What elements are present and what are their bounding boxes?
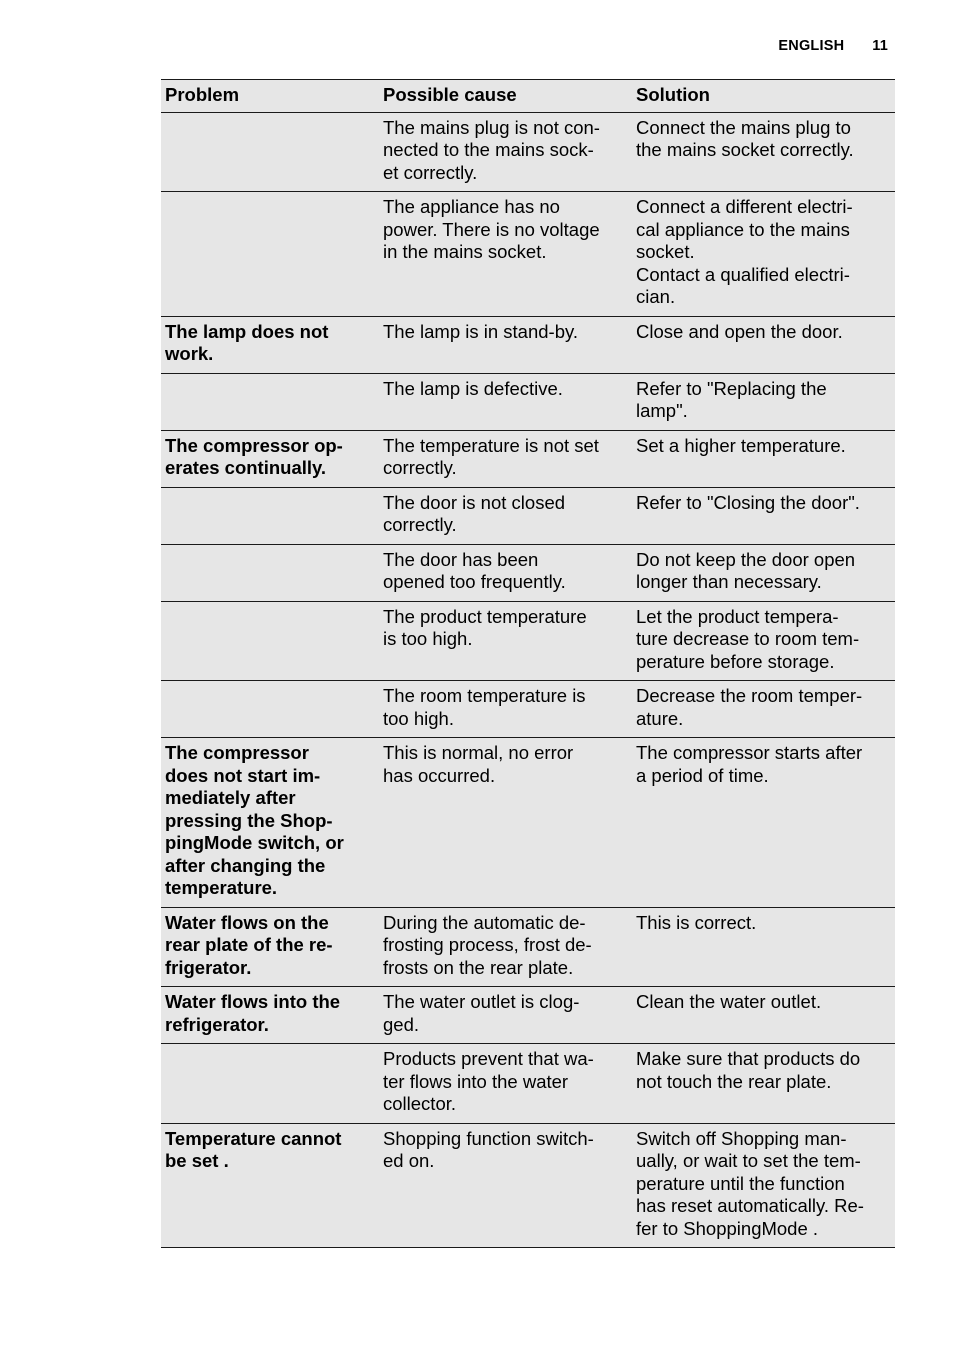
solution-cell: Do not keep the door open longer than necessary. (636, 548, 856, 592)
cause-cell: The room temperature is too high. (383, 685, 586, 729)
solution-cell: Let the product tempera- ture decrease to room tem- perature before storage. (636, 605, 860, 672)
cause-cell: The lamp is defective. (383, 377, 563, 399)
cause-cell: Products prevent that wa- ter flows into the water collector. (383, 1048, 594, 1114)
problem-cell (161, 1044, 379, 1124)
table-row (161, 430, 895, 487)
cause-cell: The lamp is in stand-by. (383, 320, 579, 342)
table-header-row (161, 80, 895, 113)
problem-cell: Temperature cannot be set . (165, 1127, 342, 1171)
table-row (161, 373, 895, 430)
troubleshooting-table (161, 79, 895, 1248)
cause-cell: During the automatic de- frosting process, frost de- frosts on the rear plate. (383, 911, 592, 978)
header-language: ENGLISH (778, 38, 845, 54)
solution-cell: Connect the mains plug to the mains socket correctly. (636, 116, 854, 160)
table-row (161, 681, 895, 738)
table-row (161, 1123, 895, 1248)
cause-cell: The door has been opened too frequently. (383, 548, 566, 592)
table-row (161, 1044, 895, 1124)
problem-cell (161, 681, 379, 738)
table-row (161, 907, 895, 987)
table-row (161, 316, 895, 373)
problem-cell: The compressor op- erates continually. (165, 434, 343, 478)
problem-cell: Water flows into the refrigerator. (165, 991, 341, 1035)
problem-cell (161, 192, 379, 317)
problem-cell (161, 487, 379, 544)
table-row (161, 487, 895, 544)
column-header-cause: Possible cause (383, 84, 517, 105)
table-row (161, 112, 895, 192)
solution-cell: The compressor starts after a period of time. (636, 742, 863, 786)
column-header-problem: Problem (165, 84, 240, 105)
table-row (161, 192, 895, 317)
cause-cell: The mains plug is not con- nected to the mains sock- et correctly. (383, 116, 600, 183)
solution-cell: Clean the water outlet. (636, 991, 822, 1012)
solution-cell: Decrease the room temper- ature. (636, 685, 863, 729)
problem-cell (161, 601, 379, 681)
cause-cell: The product temperature is too high. (383, 605, 587, 649)
problem-cell: The lamp does not work. (165, 320, 329, 364)
table-row (161, 987, 895, 1044)
solution-cell: Make sure that products do not touch the rear plate. (636, 1048, 861, 1092)
solution-cell: Connect a different electri- cal appliance to the mains socket. Contact a qualified electri- cian. (636, 196, 853, 307)
cause-cell: Shopping function switch- ed on. (383, 1127, 594, 1171)
solution-cell: Refer to "Closing the door". (636, 491, 860, 513)
table-row (161, 544, 895, 601)
table-body (161, 112, 895, 1248)
cause-cell: The door is not closed correctly. (383, 491, 566, 535)
problem-cell (161, 544, 379, 601)
problem-cell (161, 373, 379, 430)
page-number: 11 (872, 38, 888, 54)
solution-cell: Refer to "Replacing the lamp". (636, 377, 827, 421)
cause-cell: The water outlet is clog- ged. (383, 991, 580, 1035)
solution-cell: This is correct. (636, 911, 757, 933)
column-header-solution: Solution (636, 84, 710, 105)
cause-cell: This is normal, no error has occurred. (383, 742, 574, 786)
solution-cell: Close and open the door. (636, 320, 843, 342)
problem-cell (161, 112, 379, 192)
table-row (161, 738, 895, 908)
cause-cell: The temperature is not set correctly. (383, 434, 599, 478)
cause-cell: The appliance has no power. There is no voltage in the mains socket. (383, 196, 600, 262)
problem-cell: The compressor does not start im- mediately after pressing the Shop- pingMode switch, or after changing the temperature. (165, 742, 344, 898)
solution-cell: Switch off Shopping man- ually, or wait to set the tem- perature until the function has reset automatically. Re- fer to ShoppingMode . (636, 1127, 864, 1239)
problem-cell: Water flows on the rear plate of the re- frigerator. (165, 911, 333, 978)
page-header (778, 38, 888, 54)
solution-cell: Set a higher temperature. (636, 434, 846, 456)
table-row (161, 601, 895, 681)
